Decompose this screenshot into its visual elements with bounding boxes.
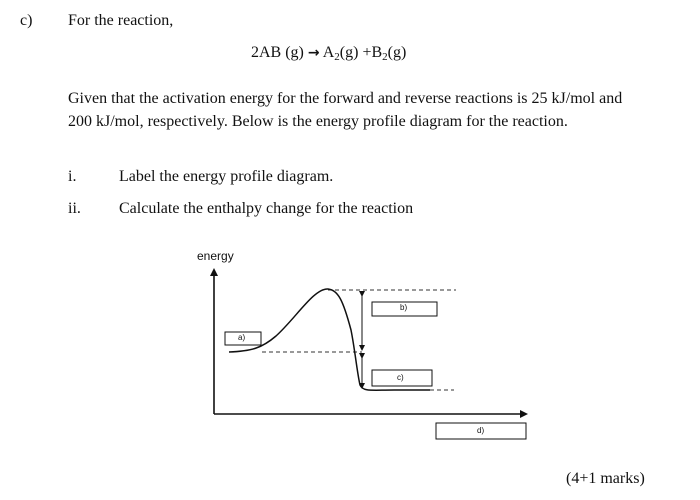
part-i-number: i. <box>68 168 77 185</box>
given-line-2: 200 kJ/mol, respectively. Below is the energy profile diagram for the reaction. <box>68 113 568 130</box>
equation-product2-subscript: 2 <box>382 51 388 63</box>
equation-product1-subscript: 2 <box>334 51 340 63</box>
marks-allocation: (4+1 marks) <box>566 470 645 487</box>
equation-reactant: 2AB (g) <box>251 44 308 61</box>
equation-product1: A <box>319 44 335 61</box>
reaction-arrow-icon: → <box>307 45 320 61</box>
question-number: c) <box>20 12 33 29</box>
part-i-text: Label the energy profile diagram. <box>119 168 334 185</box>
label-a: a) <box>238 333 246 342</box>
equation-product2-state: (g) <box>387 44 407 61</box>
equation-product1-state: (g) +B <box>339 44 383 61</box>
question-intro: For the reaction, <box>68 12 174 29</box>
label-d: d) <box>477 426 485 435</box>
given-line-1: Given that the activation energy for the forward and reverse reactions is 25 kJ/mol and <box>68 90 623 107</box>
y-axis-label: energy <box>197 249 234 263</box>
label-c: c) <box>397 373 404 382</box>
part-ii-number: ii. <box>68 200 81 217</box>
label-b: b) <box>400 303 408 312</box>
part-ii-text: Calculate the enthalpy change for the reaction <box>119 200 414 217</box>
